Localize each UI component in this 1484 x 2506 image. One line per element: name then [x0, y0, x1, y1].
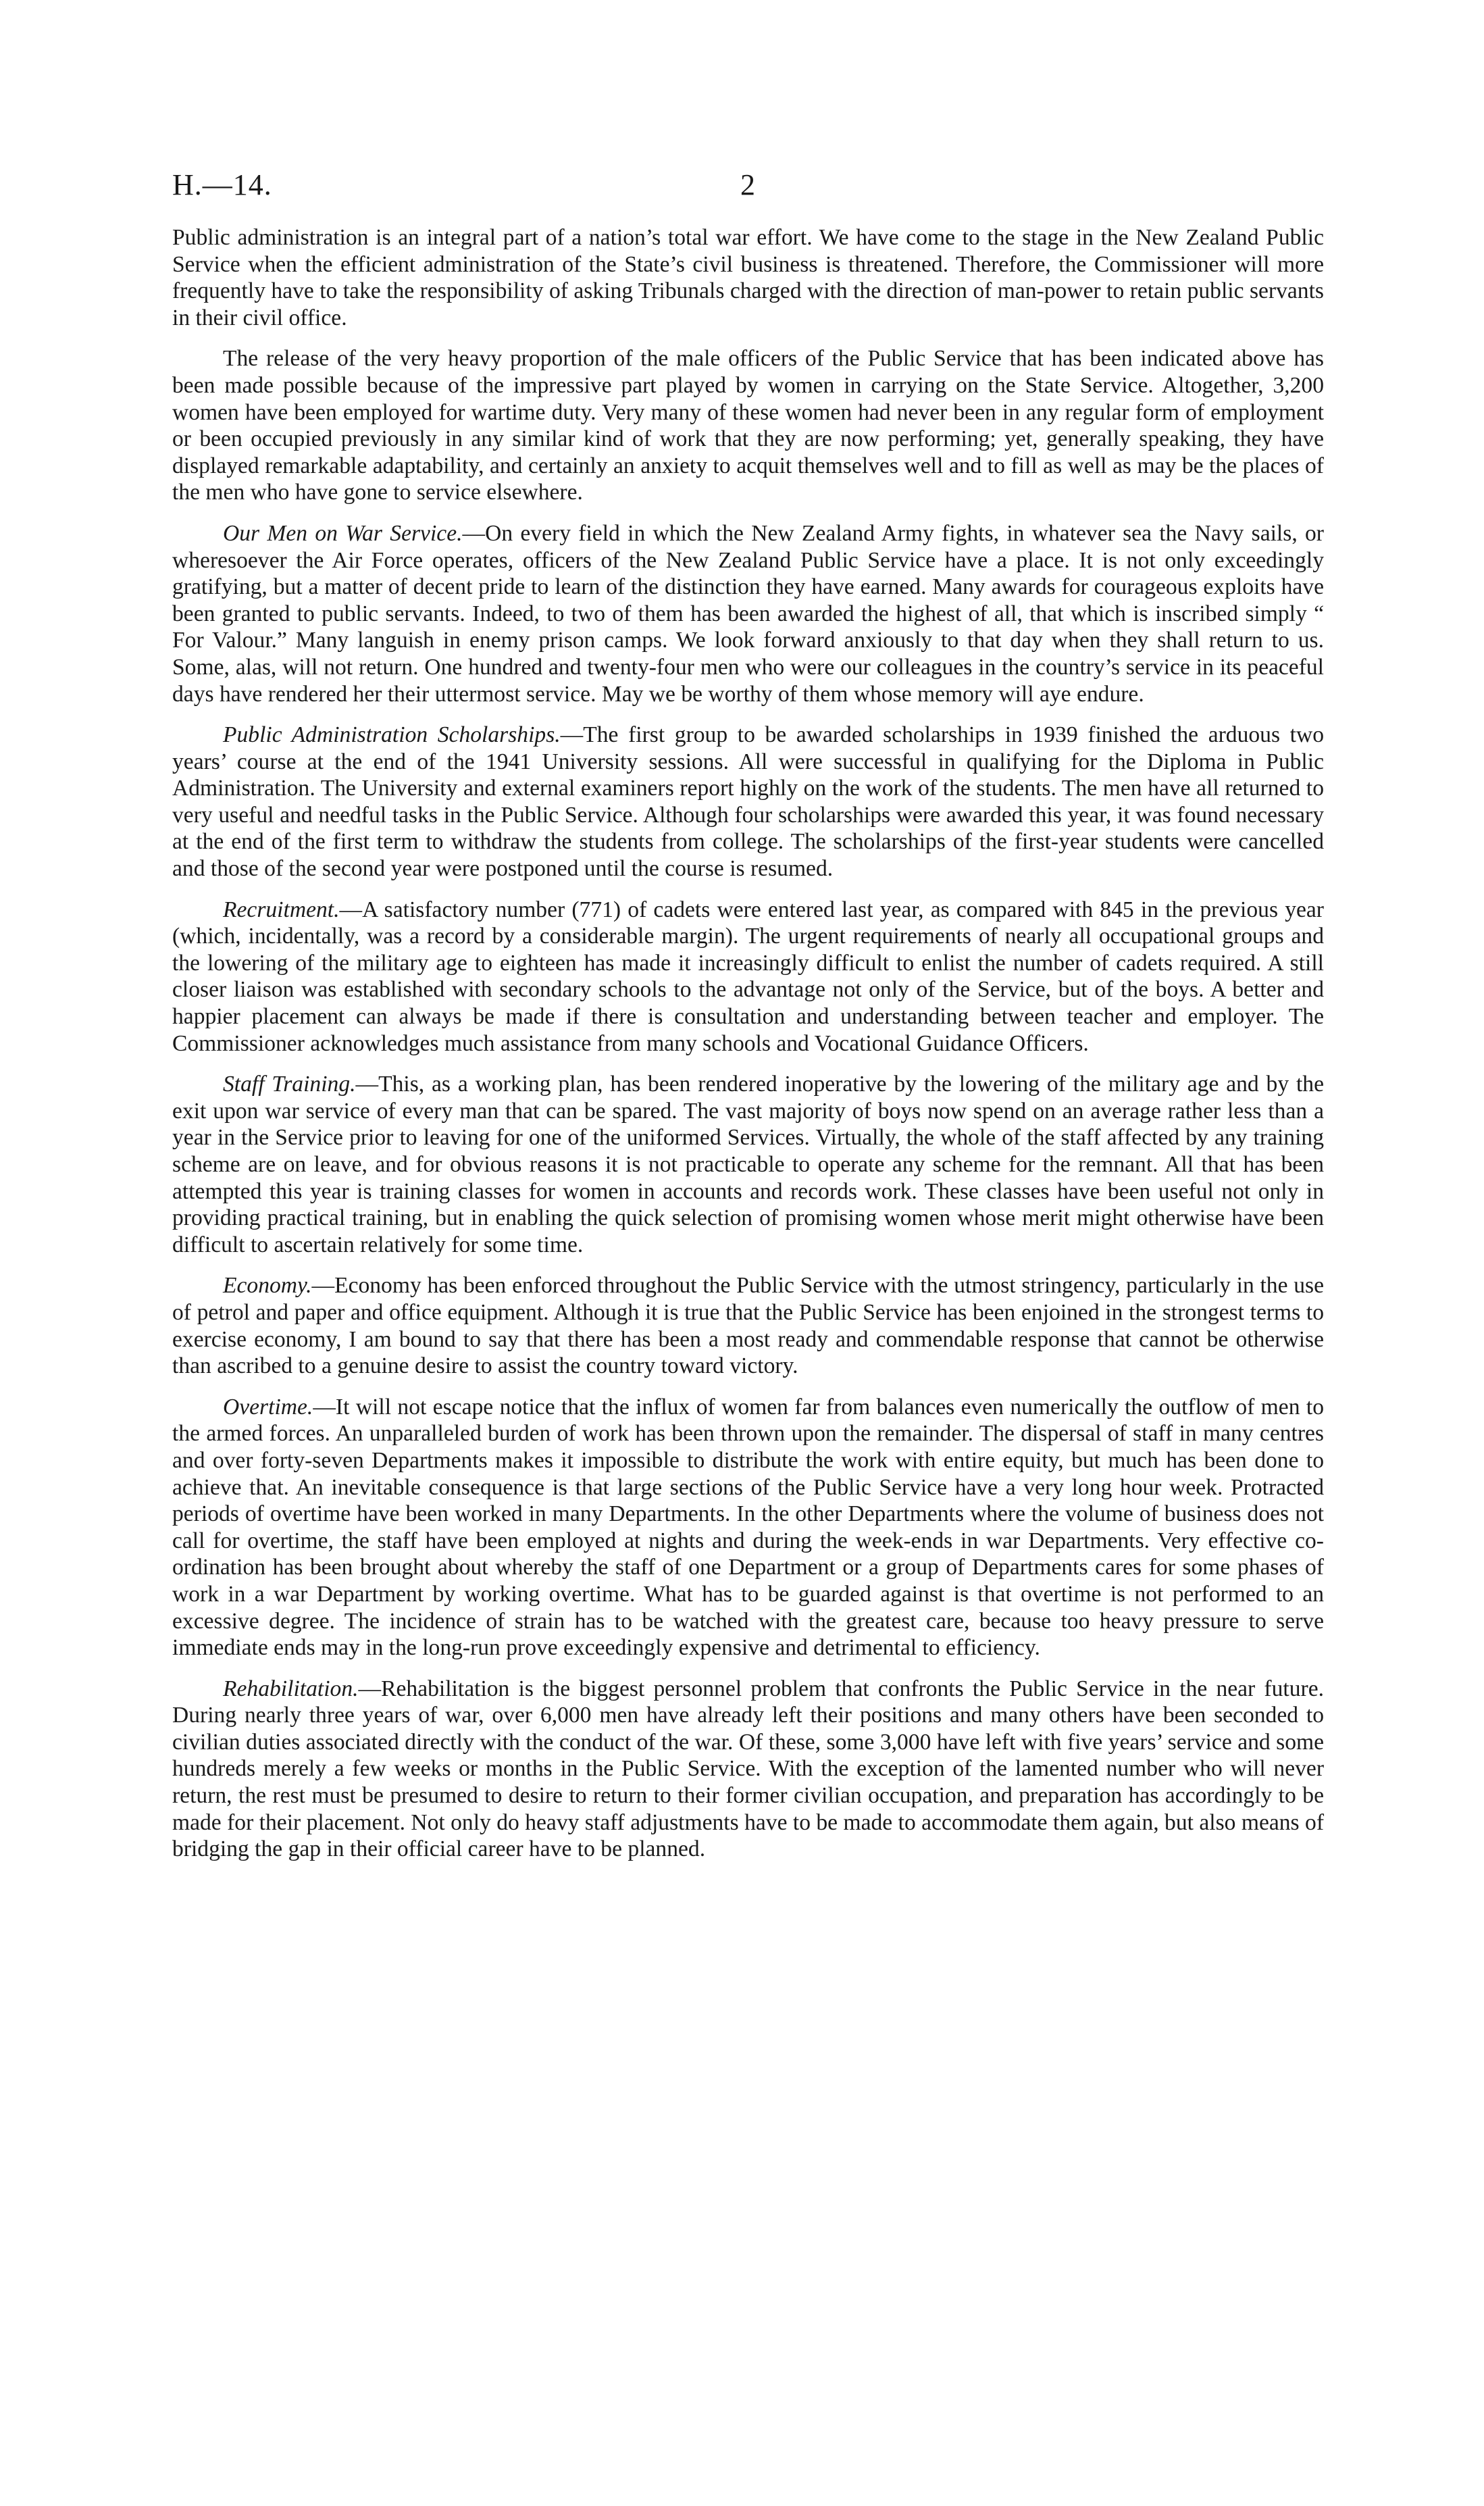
- paragraph-staff-training: [172, 1071, 1324, 1258]
- document-reference: H.—14.: [172, 168, 272, 201]
- page-header: [172, 168, 1324, 215]
- paragraph-women-employed: [172, 345, 1324, 506]
- paragraph-heading: Public Administration Scholarships.: [223, 722, 561, 748]
- paragraph-scholarships: [172, 722, 1324, 882]
- paragraph-text: —On every field in which the New Zealand Army fights, in whatever sea the Navy sails, or wheresoever the Air Force operates, officers of the New Zealand Public Service have a place. It is not only exceedingly gratifying, but a matter of decent pride to learn of the distinction they have earned. Many awards for courageous exploits have been granted to public servants. Indeed, to two of them has been awarded the highest of all, that which is inscribed simply “ For Valour.” Many languish in enemy prison camps. We look forward anxiously to that day when they shall return to us. Some, alas, will not return. One hundred and twenty-four men who were our colleagues in the country’s service in its peaceful days have rendered her their uttermost service. May we be worthy of them whose memory will aye endure.: [172, 520, 1324, 707]
- paragraph-text: —Economy has been enforced throughout the Public Service with the utmost stringency, particularly in the use of petrol and paper and office equipment. Although it is true that the Public Service has been enjoined in the strongest terms to exercise economy, I am bound to say that there has been a most ready and commendable response that cannot be otherwise than ascribed to a genuine desire to assist the country toward victory.: [172, 1273, 1324, 1379]
- paragraph-text: The release of the very heavy proportion of the male officers of the Public Service that has been indicated above has been made possible because of the impressive part played by women in carrying on the State Service. Altogether, 3,200 women have been employed for wartime duty. Very many of these women had never been in any regular form of employment or been occupied previously in any similar kind of work that they are now performing; yet, generally speaking, they have displayed remarkable adaptability, and certainly an anxiety to acquit themselves well and to fill as well as may be the places of the men who have gone to service elsewhere.: [172, 346, 1324, 505]
- page-number: 2: [740, 168, 756, 201]
- paragraph-text: —It will not escape notice that the influx of women far from balances even numerically the outflow of men to the armed forces. An unparalleled burden of work has been thrown upon the remainder. The dispersal of staff in many centres and over forty-seven Departments makes it impossible to distribute the work with entire equity, but much has been done to achieve that. An inevitable consequence is that large sections of the Public Service have a very long hour week. Protracted periods of overtime have been worked in many Departments. In the other Departments where the volume of business does not call for overtime, the staff have been employed at nights and during the week-ends in war Departments. Very effective co-ordination has been brought about whereby the staff of one Department or a group of Departments cares for some phases of work in a war Department by working overtime. What has to be guarded against is that overtime is not performed to an excessive degree. The incidence of strain has to be watched with the greatest care, because too heavy pressure to serve immediate ends may in the long-run prove exceedingly expensive and detrimental to efficiency.: [172, 1394, 1324, 1661]
- paragraph-heading: Recruitment.: [223, 897, 340, 922]
- paragraph-heading: Rehabilitation.: [223, 1676, 359, 1701]
- paragraph-public-administration: [172, 224, 1324, 331]
- paragraph-heading: Staff Training.: [223, 1072, 356, 1097]
- paragraph-men-on-war-service: [172, 520, 1324, 707]
- paragraph-text: —This, as a working plan, has been rendered inoperative by the lowering of the military age and by the exit upon war service of every man that can be spared. The vast majority of boys now spend on an average rather less than a year in the Service prior to leaving for one of the uniformed Services. Virtually, the whole of the staff affected by any training scheme are on leave, and for obvious reasons it is not practicable to operate any scheme for the remnant. All that has been attempted this year is training classes for women in accounts and records work. These classes have been useful not only in providing practical training, but in enabling the quick selection of promising women whose merit might otherwise have been difficult to ascertain relatively for some time.: [172, 1072, 1324, 1257]
- paragraph-text: Public administration is an integral part of a nation’s total war effort. We have come to the stage in the New Zealand Public Service when the efficient administration of the State’s civil business is threatened. Therefore, the Commissioner will more frequently have to take the responsibility of asking Tribunals charged with the direction of man-power to retain public servants in their civil office.: [172, 225, 1324, 330]
- paragraph-rehabilitation: [172, 1676, 1324, 1863]
- paragraph-text: —Rehabilitation is the biggest personnel problem that confronts the Public Service in the near future. During nearly three years of war, over 6,000 men have already left their positions and many others have been seconded to civilian duties associated directly with the conduct of the war. Of these, some 3,000 have left with five years’ service and some hundreds merely a few weeks or months in the Public Service. With the exception of the lamented number who will never return, the rest must be presumed to desire to return to their former civilian occupation, and preparation has accordingly to be made for their placement. Not only do heavy staff adjustments have to be made to accommodate them again, but also means of bridging the gap in their official career have to be planned.: [172, 1676, 1324, 1862]
- body-text: [172, 224, 1324, 1877]
- paragraph-recruitment: [172, 897, 1324, 1057]
- paragraph-economy: [172, 1272, 1324, 1379]
- paragraph-text: —A satisfactory number (771) of cadets were entered last year, as compared with 845 in the previous year (which, incidentally, was a record by a considerable margin). The urgent requirements of nearly all occupational groups and the lowering of the military age to eighteen has made it increasingly difficult to enlist the number of cadets required. A still closer liaison was established with secondary schools to the advantage not only of the Service, but of the boys. A better and happier placement can always be made if there is consultation and understanding between teacher and employer. The Commissioner acknowledges much assistance from many schools and Vocational Guidance Officers.: [172, 897, 1324, 1056]
- paragraph-overtime: [172, 1394, 1324, 1661]
- paragraph-heading: Our Men on War Service.: [223, 520, 463, 546]
- paragraph-heading: Overtime.: [223, 1394, 313, 1420]
- paragraph-text: —The first group to be awarded scholarships in 1939 finished the arduous two years’ course at the end of the 1941 University sessions. All were successful in qualifying for the Diploma in Public Administration. The University and external examiners report highly on the work of the students. The men have all returned to very useful and needful tasks in the Public Service. Although four scholarships were awarded this year, it was found necessary at the end of the first term to withdraw the students from college. The scholarships of the first-year students were cancelled and those of the second year were postponed until the course is resumed.: [172, 722, 1324, 882]
- paragraph-heading: Economy.: [223, 1273, 312, 1299]
